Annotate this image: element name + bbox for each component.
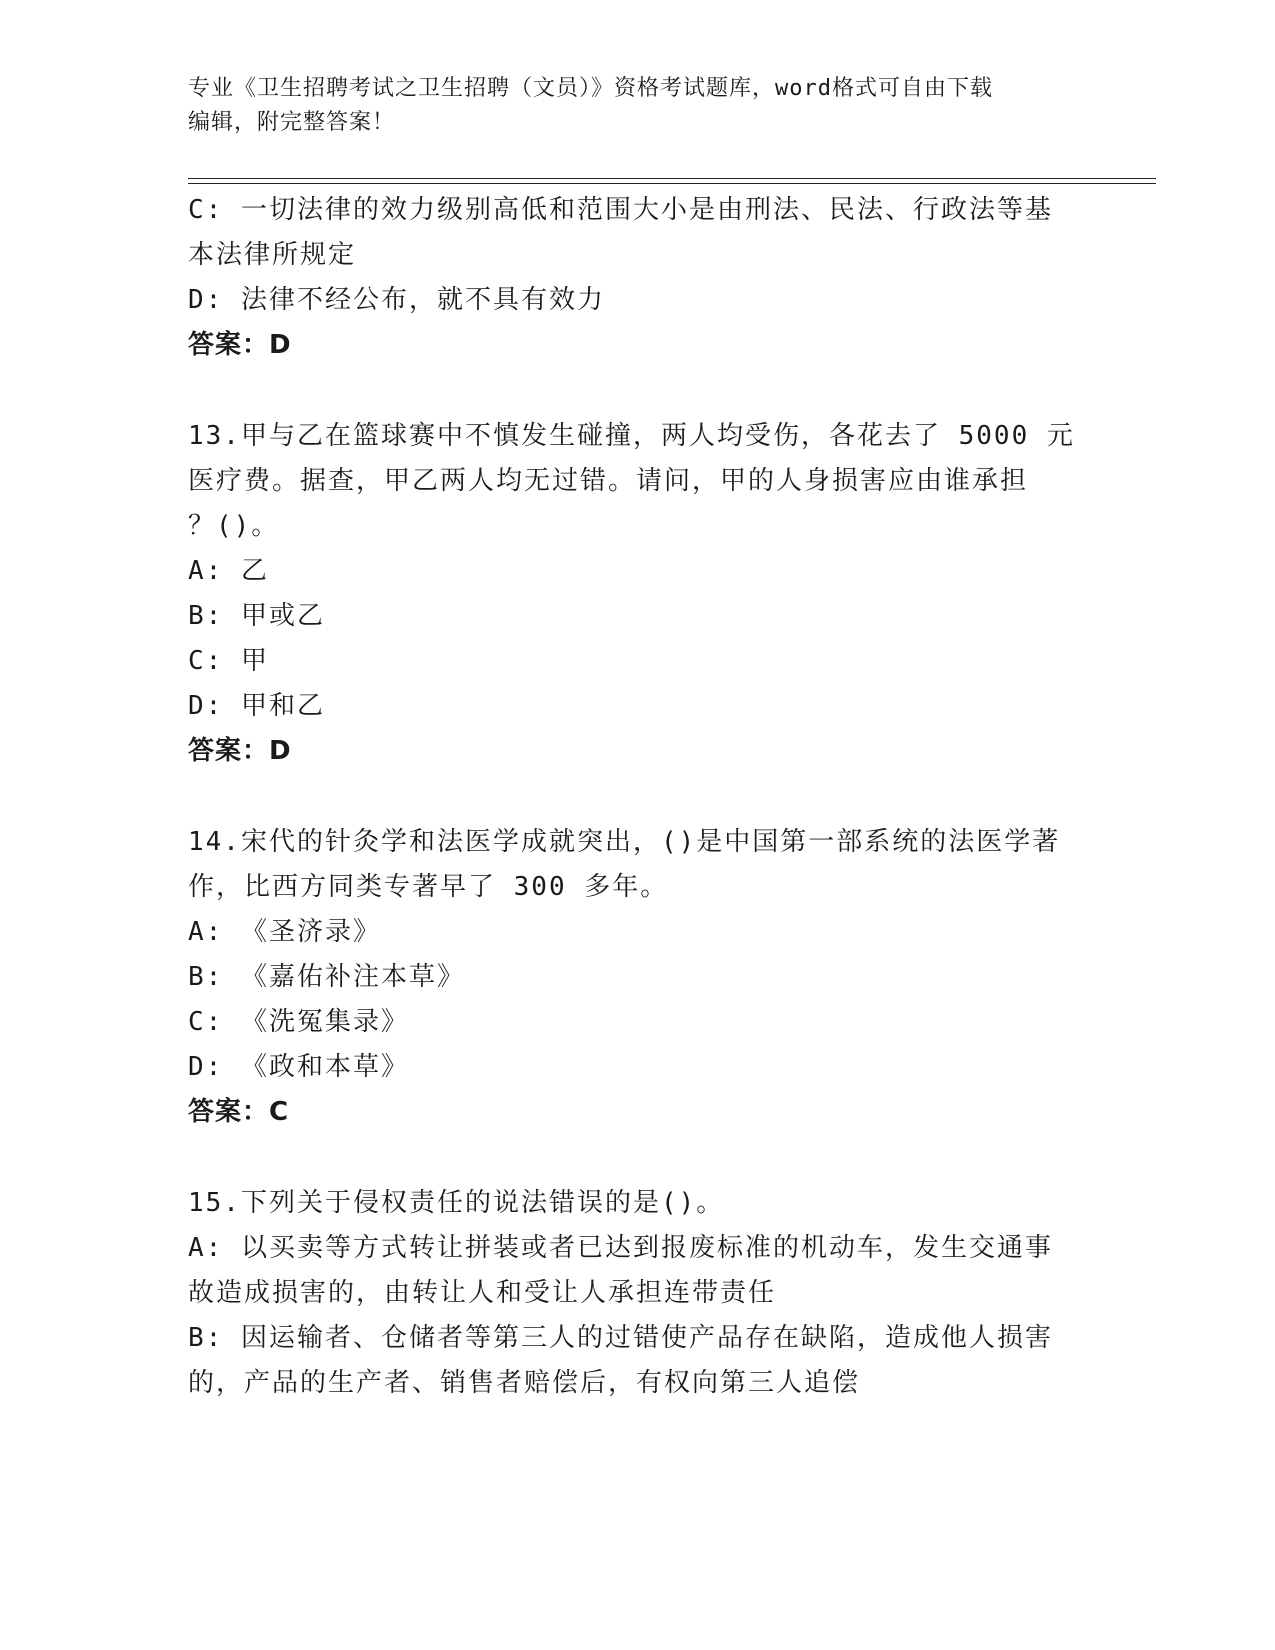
- question-stem-line-1: 14.宋代的针灸学和法医学成就突出，()是中国第一部系统的法医学著: [188, 827, 1061, 857]
- answer: 答案：D: [188, 330, 292, 360]
- question-12: [188, 188, 1088, 368]
- option-b-line-1: B: 因运输者、仓储者等第三人的过错使产品存在缺陷，造成他人损害: [188, 1323, 1053, 1353]
- spacer: [188, 774, 1088, 820]
- option-d: D: 《政和本草》: [188, 1052, 409, 1082]
- header-line-2: 编辑，附完整答案！: [188, 110, 396, 135]
- spacer: [188, 1135, 1088, 1181]
- header-divider-top: [188, 178, 1156, 179]
- question-stem: 15.下列关于侵权责任的说法错误的是()。: [188, 1188, 725, 1218]
- question-stem-line-1: 13.甲与乙在篮球赛中不慎发生碰撞，两人均受伤，各花去了 5000 元: [188, 421, 1075, 451]
- option-a: A: 《圣济录》: [188, 917, 381, 947]
- question-stem-line-2: 作，比西方同类专著早了 300 多年。: [188, 872, 669, 902]
- option-a-line-1: A: 以买卖等方式转让拼装或者已达到报废标准的机动车，发生交通事: [188, 1233, 1053, 1263]
- question-stem-line-3: ？()。: [188, 511, 280, 541]
- option-c: C: 甲: [188, 646, 269, 676]
- header-divider-bottom: [188, 183, 1156, 184]
- header-line-1: 专业《卫生招聘考试之卫生招聘（文员）》资格考试题库，word格式可自由下载: [188, 76, 993, 101]
- question-13: [188, 414, 1088, 774]
- question-15: [188, 1181, 1088, 1406]
- answer: 答案：D: [188, 736, 292, 766]
- option-b: B: 《嘉佑补注本草》: [188, 962, 465, 992]
- option-b-line-2: 的，产品的生产者、销售者赔偿后，有权向第三人追偿: [188, 1368, 861, 1398]
- answer: 答案：C: [188, 1097, 290, 1127]
- question-14: [188, 820, 1088, 1135]
- spacer: [188, 368, 1088, 414]
- question-stem-line-2: 医疗费。据查，甲乙两人均无过错。请问，甲的人身损害应由谁承担: [188, 466, 1029, 496]
- option-c-line-1: C: 一切法律的效力级别高低和范围大小是由刑法、民法、行政法等基: [188, 195, 1053, 225]
- question-content: [188, 188, 1088, 1406]
- option-a: A: 乙: [188, 556, 269, 586]
- option-d: D: 甲和乙: [188, 691, 325, 721]
- option-c-line-2: 本法律所规定: [188, 240, 357, 270]
- page-header: [188, 72, 1068, 140]
- option-c: C: 《洗冤集录》: [188, 1007, 409, 1037]
- option-d: D: 法律不经公布，就不具有效力: [188, 285, 605, 315]
- option-b: B: 甲或乙: [188, 601, 325, 631]
- option-a-line-2: 故造成损害的，由转让人和受让人承担连带责任: [188, 1278, 777, 1308]
